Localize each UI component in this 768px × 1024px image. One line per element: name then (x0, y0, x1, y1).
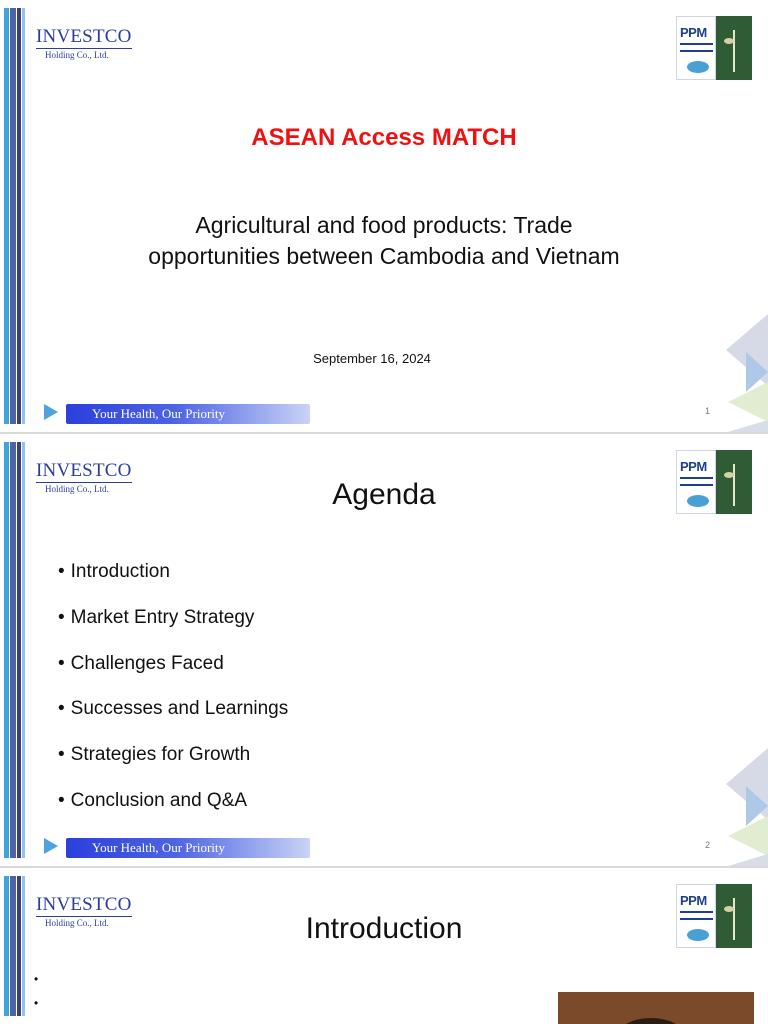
ppm-logo (676, 16, 752, 80)
slide-title: ASEAN Access MATCH (251, 124, 517, 151)
bullet-point: • (34, 972, 39, 986)
rice-plant-icon (716, 16, 752, 80)
investco-logo-subtitle: Holding Co., Ltd. (45, 484, 109, 494)
slogan-ribbon (66, 404, 310, 424)
speaker-photo-subject (616, 1018, 686, 1024)
rice-stalk (733, 30, 735, 72)
decor-triangle (728, 382, 768, 422)
agenda-item: • Challenges Faced (58, 652, 288, 698)
agenda-item: • Conclusion and Q&A (58, 789, 288, 835)
slogan-text: Your Health, Our Priority (92, 406, 226, 421)
decor-triangle (728, 816, 768, 856)
slide-subtitle (84, 210, 684, 272)
bullet-point: • (34, 996, 39, 1010)
investco-logo-name: INVESTCO (36, 26, 132, 47)
ppm-logo-panel (676, 16, 716, 80)
rice-leaf (724, 38, 734, 44)
slide-2[interactable] (0, 434, 768, 866)
decor-bar (17, 876, 21, 1016)
investco-logo-subtitle: Holding Co., Ltd. (45, 918, 109, 928)
investco-logo-name: INVESTCO (36, 460, 132, 481)
agenda-list (58, 560, 288, 835)
speaker-photo (558, 992, 754, 1024)
ppm-logo-text: PPM (680, 459, 707, 474)
investco-logo-name: INVESTCO (36, 894, 132, 915)
page-number: 1 (704, 406, 710, 416)
slide-title: Introduction (305, 912, 463, 945)
play-arrow-icon (44, 838, 58, 854)
subtitle-line-2: opportunities between Cambodia and Vietnam (148, 243, 620, 269)
ppm-logo-lines (680, 43, 713, 52)
investco-logo (36, 26, 132, 66)
subtitle-line-1: Agricultural and food products: Trade (195, 212, 573, 238)
agenda-item: • Introduction (58, 560, 288, 606)
decor-triangle (728, 854, 768, 866)
ppm-logo-text: PPM (680, 893, 707, 908)
slide-3[interactable] (0, 868, 768, 1024)
decor-bar (10, 876, 16, 1016)
play-arrow-icon (44, 404, 58, 420)
slide-date: September 16, 2024 (313, 351, 431, 366)
page-number: 2 (704, 840, 710, 850)
investco-logo-subtitle: Holding Co., Ltd. (45, 50, 109, 60)
ppm-logo-text: PPM (680, 25, 707, 40)
decor-bar (22, 876, 25, 1016)
slide-1[interactable] (0, 0, 768, 432)
agenda-item: • Successes and Learnings (58, 697, 288, 743)
slogan-ribbon (66, 838, 310, 858)
agenda-item: • Strategies for Growth (58, 743, 288, 789)
slogan-text: Your Health, Our Priority (92, 840, 226, 855)
decor-triangle (728, 420, 768, 432)
decor-bar (4, 876, 9, 1016)
agenda-item: • Market Entry Strategy (58, 606, 288, 652)
certification-badge-icon (687, 61, 709, 73)
slide-title: Agenda (332, 478, 436, 511)
